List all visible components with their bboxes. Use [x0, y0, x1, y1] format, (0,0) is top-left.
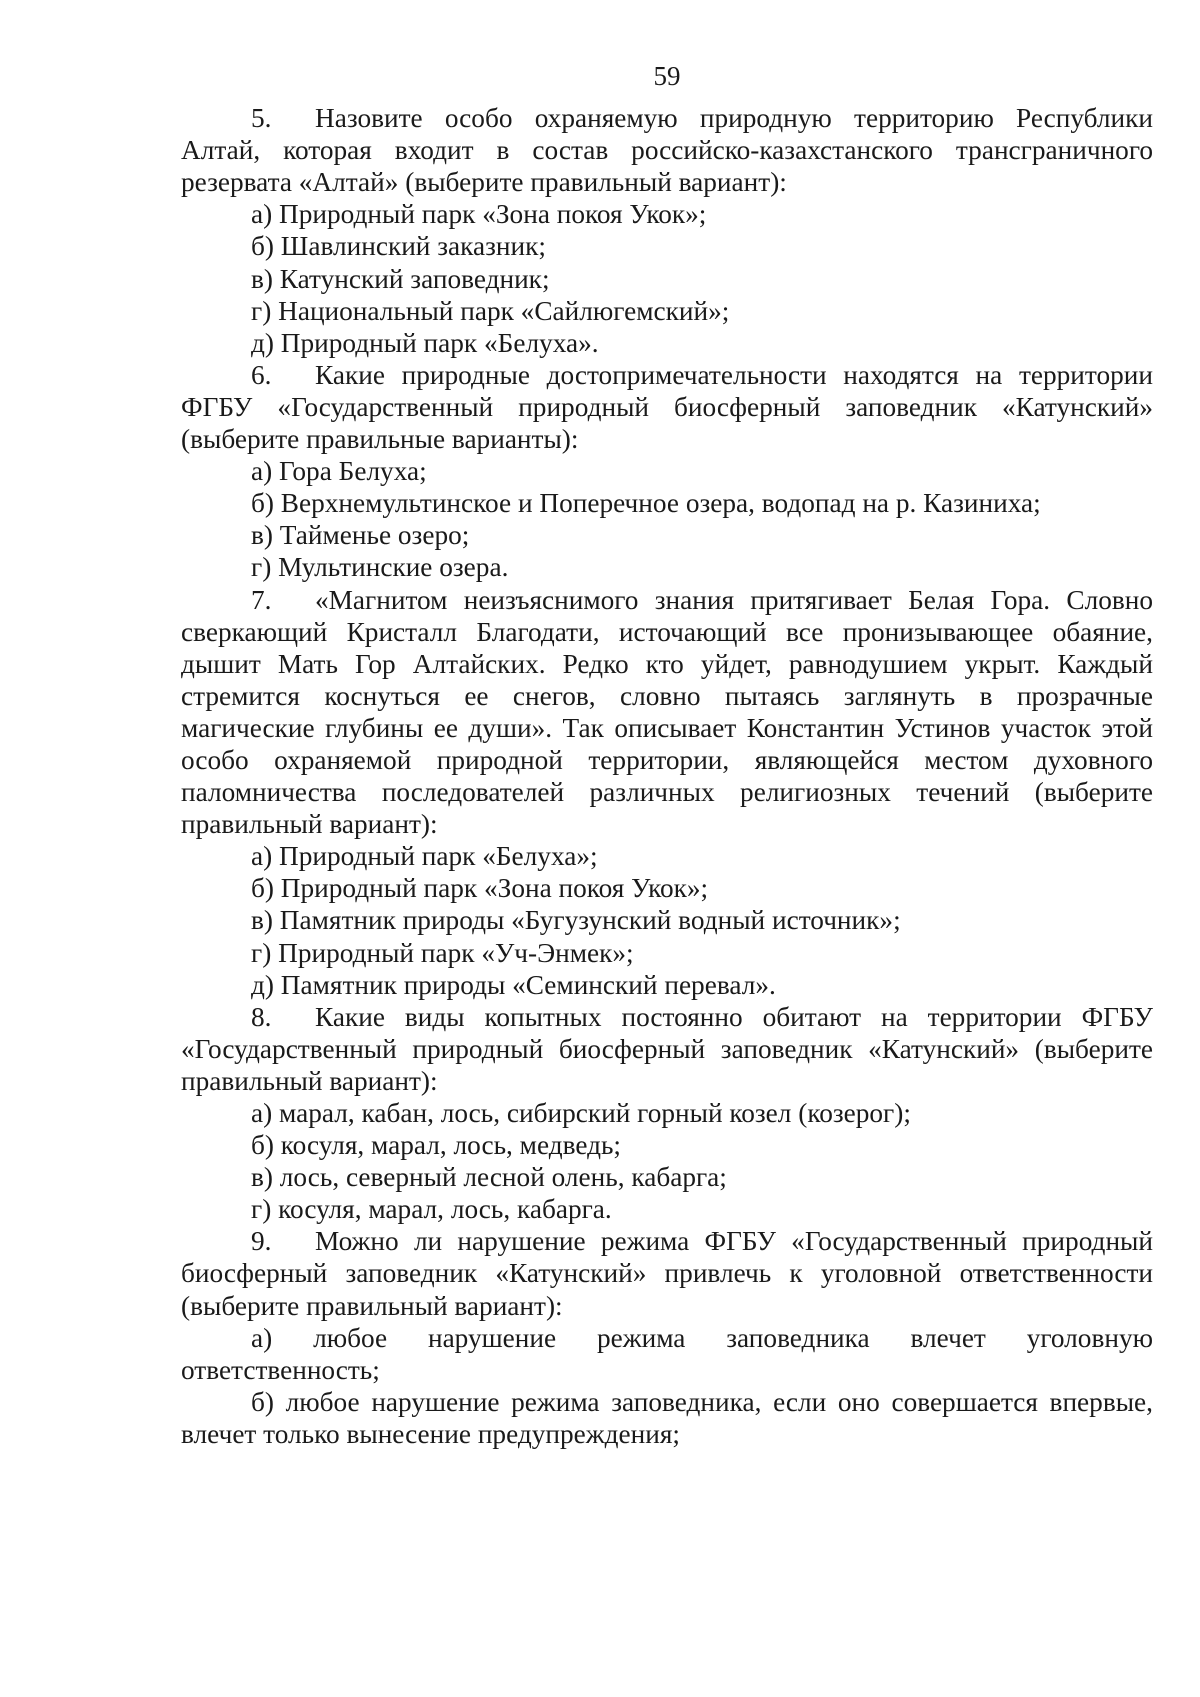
option: в) лось, северный лесной олень, кабарга;	[251, 1162, 727, 1193]
option: г) Национальный парк «Сайлюгемский»;	[251, 295, 730, 326]
question-text: Какие виды копытных постоянно обитают на территории ФГБУ «Государственный природный биосферный заповедник «Катунский» (выберите правильный вариант):	[181, 1001, 1153, 1096]
option: в) Катунский заповедник;	[251, 263, 550, 294]
option: г) Мультинские озера.	[251, 552, 509, 583]
option: д) Памятник природы «Семинский перевал».	[251, 969, 776, 1000]
option: а) любое нарушение режима заповедника влечет уголовную ответственность;	[181, 1322, 1153, 1385]
question-number: 8.	[251, 1001, 272, 1032]
document-page	[181, 60, 1153, 1450]
question-number: 5.	[251, 103, 272, 134]
question-5	[181, 102, 1153, 198]
option: а) Природный парк «Зона покоя Укок»;	[251, 199, 707, 230]
question-7	[181, 584, 1153, 841]
option: в) Памятник природы «Бугузунский водный источник»;	[251, 905, 901, 936]
question-number: 7.	[251, 584, 272, 615]
option: б) любое нарушение режима заповедника, если оно совершается впервые, влечет только вынесение предупреждения;	[181, 1386, 1153, 1449]
option: а) Гора Белуха;	[251, 456, 427, 487]
question-6	[181, 359, 1153, 455]
option: а) Природный парк «Белуха»;	[251, 841, 598, 872]
question-text: Можно ли нарушение режима ФГБУ «Государственный природный биосферный заповедник «Катунский» привлечь к уголовной ответственности (выберите правильный вариант):	[181, 1226, 1153, 1321]
question-number: 6.	[251, 359, 272, 390]
option: б) Верхнемультинское и Поперечное озера, водопад на р. Казиниха;	[251, 488, 1041, 519]
option: б) Шавлинский заказник;	[251, 231, 546, 262]
option: а) марал, кабан, лось, сибирский горный козел (козерог);	[251, 1098, 911, 1128]
page-number: 59	[653, 61, 681, 91]
question-text: Какие природные достопримечательности находятся на территории ФГБУ «Государственный природный биосферный заповедник «Катунский» (выберите правильные варианты):	[181, 359, 1153, 455]
option: г) Природный парк «Уч-Энмек»;	[251, 937, 634, 968]
option: б) косуля, марал, лось, медведь;	[251, 1130, 622, 1161]
question-text: «Магнитом неизъяснимого знания притягивает Белая Гора. Словно сверкающий Кристалл Благодати, источающий все пронизывающее обаяние, дышит Мать Гор Алтайских. Редко кто уйдет, равнодушием укрыт. Каждый стремится коснуться ее снегов, словно пытаясь заглянуть в прозрачные магические глубины ее души». Так описывает Константин Устинов участок этой особо охраняемой природной территории, являющейся местом духовного паломничества последователей различных религиозных течений (выберите правильный вариант):	[181, 584, 1153, 840]
option: б) Природный парк «Зона покоя Укок»;	[251, 873, 709, 904]
question-text: Назовите особо охраняемую природную территорию Республики Алтай, которая входит в состав российско-казахстанского трансграничного резервата «Алтай» (выберите правильный вариант):	[181, 103, 1153, 198]
question-number: 9.	[251, 1226, 272, 1257]
question-9	[181, 1225, 1153, 1321]
question-8	[181, 1001, 1153, 1097]
option: г) косуля, марал, лось, кабарга.	[251, 1194, 612, 1225]
option: в) Тайменье озеро;	[251, 520, 470, 551]
option: д) Природный парк «Белуха».	[251, 327, 599, 358]
